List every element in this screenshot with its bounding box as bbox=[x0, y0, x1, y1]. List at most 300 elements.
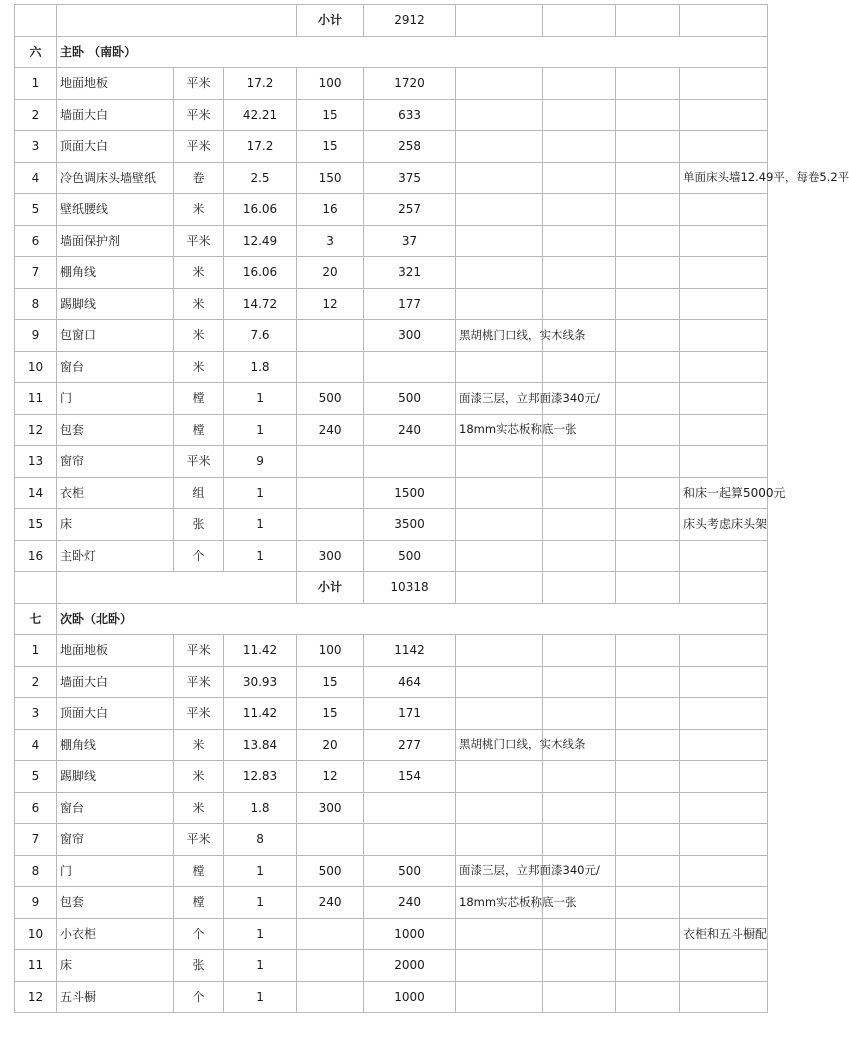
empty-cell[interactable] bbox=[616, 981, 680, 1013]
empty-cell[interactable] bbox=[543, 540, 616, 572]
material-note[interactable] bbox=[456, 824, 543, 856]
row-number[interactable]: 2 bbox=[15, 666, 57, 698]
empty-cell[interactable] bbox=[616, 383, 680, 415]
subtotal-value[interactable]: 10318 bbox=[364, 572, 456, 604]
row-number[interactable]: 5 bbox=[15, 194, 57, 226]
total[interactable]: 258 bbox=[364, 131, 456, 163]
unit-price[interactable]: 300 bbox=[297, 540, 364, 572]
unit-price[interactable] bbox=[297, 918, 364, 950]
unit-price[interactable]: 3 bbox=[297, 225, 364, 257]
remark[interactable]: 衣柜和五斗橱配 bbox=[680, 918, 768, 950]
quantity[interactable]: 9 bbox=[224, 446, 297, 478]
material-note[interactable] bbox=[456, 761, 543, 793]
empty-cell[interactable] bbox=[543, 509, 616, 541]
unit-price[interactable]: 15 bbox=[297, 666, 364, 698]
remark[interactable] bbox=[680, 351, 768, 383]
item-name[interactable]: 冷色调床头墙壁纸 bbox=[57, 162, 174, 194]
item-name[interactable]: 小衣柜 bbox=[57, 918, 174, 950]
row-number[interactable]: 14 bbox=[15, 477, 57, 509]
empty-cell[interactable] bbox=[543, 792, 616, 824]
unit[interactable]: 张 bbox=[174, 950, 224, 982]
total[interactable]: 1500 bbox=[364, 477, 456, 509]
empty-cell[interactable] bbox=[616, 477, 680, 509]
section-title[interactable]: 次卧（北卧） bbox=[57, 603, 768, 635]
quantity[interactable]: 16.06 bbox=[224, 257, 297, 289]
table-row bbox=[15, 320, 768, 352]
total[interactable]: 154 bbox=[364, 761, 456, 793]
material-note[interactable] bbox=[456, 351, 543, 383]
remark[interactable] bbox=[680, 887, 768, 919]
material-note[interactable] bbox=[456, 162, 543, 194]
unit[interactable]: 米 bbox=[174, 351, 224, 383]
unit[interactable]: 平米 bbox=[174, 225, 224, 257]
row-number[interactable]: 7 bbox=[15, 257, 57, 289]
empty-cell[interactable] bbox=[543, 162, 616, 194]
unit-price[interactable]: 300 bbox=[297, 792, 364, 824]
remark[interactable] bbox=[680, 320, 768, 352]
remark[interactable] bbox=[680, 761, 768, 793]
row-number[interactable]: 2 bbox=[15, 99, 57, 131]
unit-price[interactable]: 20 bbox=[297, 257, 364, 289]
subtotal-value[interactable]: 2912 bbox=[364, 5, 456, 37]
empty-cell[interactable] bbox=[543, 761, 616, 793]
empty-cell[interactable] bbox=[616, 414, 680, 446]
unit-price[interactable] bbox=[297, 351, 364, 383]
empty-cell[interactable] bbox=[543, 351, 616, 383]
material-note[interactable] bbox=[456, 383, 600, 415]
empty-cell[interactable] bbox=[616, 666, 680, 698]
unit-price[interactable] bbox=[297, 320, 364, 352]
subtotal-label[interactable]: 小计 bbox=[297, 5, 364, 37]
unit[interactable]: 米 bbox=[174, 729, 224, 761]
material-note[interactable] bbox=[456, 729, 586, 761]
material-note[interactable] bbox=[456, 509, 543, 541]
quantity[interactable]: 7.6 bbox=[224, 320, 297, 352]
item-name[interactable]: 地面地板 bbox=[57, 68, 174, 100]
total[interactable]: 500 bbox=[364, 540, 456, 572]
row-number[interactable]: 7 bbox=[15, 824, 57, 856]
empty-cell[interactable] bbox=[616, 194, 680, 226]
material-note[interactable] bbox=[456, 225, 543, 257]
empty-cell[interactable] bbox=[616, 162, 680, 194]
empty-cell[interactable] bbox=[543, 572, 616, 604]
unit[interactable]: 平米 bbox=[174, 99, 224, 131]
table-row bbox=[15, 257, 768, 289]
unit[interactable]: 个 bbox=[174, 918, 224, 950]
remark[interactable] bbox=[680, 383, 768, 415]
empty-cell[interactable] bbox=[616, 761, 680, 793]
empty-cell[interactable] bbox=[543, 288, 616, 320]
empty-cell[interactable] bbox=[57, 572, 297, 604]
quantity[interactable]: 12.49 bbox=[224, 225, 297, 257]
unit[interactable]: 平米 bbox=[174, 824, 224, 856]
empty-cell[interactable] bbox=[616, 509, 680, 541]
empty-cell[interactable] bbox=[616, 792, 680, 824]
unit-price[interactable] bbox=[297, 950, 364, 982]
unit-price[interactable]: 500 bbox=[297, 383, 364, 415]
remark[interactable] bbox=[680, 131, 768, 163]
empty-cell[interactable] bbox=[543, 131, 616, 163]
quantity[interactable]: 11.42 bbox=[224, 698, 297, 730]
quantity[interactable]: 1 bbox=[224, 477, 297, 509]
item-name[interactable]: 包套 bbox=[57, 414, 174, 446]
unit[interactable]: 个 bbox=[174, 981, 224, 1013]
empty-cell[interactable] bbox=[680, 5, 768, 37]
row-number[interactable]: 1 bbox=[15, 68, 57, 100]
empty-cell[interactable] bbox=[616, 540, 680, 572]
row-number[interactable]: 8 bbox=[15, 288, 57, 320]
empty-cell[interactable] bbox=[616, 698, 680, 730]
total[interactable]: 171 bbox=[364, 698, 456, 730]
budget-table bbox=[14, 4, 849, 1013]
table-row bbox=[15, 824, 768, 856]
item-name[interactable]: 窗帘 bbox=[57, 446, 174, 478]
empty-cell[interactable] bbox=[616, 950, 680, 982]
quantity[interactable]: 1.8 bbox=[224, 351, 297, 383]
quantity[interactable]: 17.2 bbox=[224, 131, 297, 163]
quantity[interactable]: 8 bbox=[224, 824, 297, 856]
total[interactable]: 1000 bbox=[364, 918, 456, 950]
quantity[interactable]: 1 bbox=[224, 950, 297, 982]
row-number[interactable]: 4 bbox=[15, 729, 57, 761]
remark[interactable] bbox=[680, 855, 768, 887]
unit[interactable]: 樘 bbox=[174, 414, 224, 446]
item-name[interactable]: 五斗橱 bbox=[57, 981, 174, 1013]
total[interactable]: 375 bbox=[364, 162, 456, 194]
material-note[interactable] bbox=[456, 855, 600, 887]
total[interactable]: 500 bbox=[364, 855, 456, 887]
item-name[interactable]: 墙面大白 bbox=[57, 666, 174, 698]
empty-cell[interactable] bbox=[543, 68, 616, 100]
total[interactable]: 300 bbox=[364, 320, 456, 352]
total[interactable]: 1142 bbox=[364, 635, 456, 667]
empty-cell[interactable] bbox=[616, 572, 680, 604]
total[interactable]: 500 bbox=[364, 383, 456, 415]
material-note[interactable] bbox=[456, 414, 577, 446]
unit[interactable]: 卷 bbox=[174, 162, 224, 194]
material-note[interactable] bbox=[456, 887, 577, 919]
remark[interactable]: 和床一起算5000元 bbox=[680, 477, 768, 509]
remark[interactable] bbox=[680, 257, 768, 289]
row-number[interactable]: 10 bbox=[15, 918, 57, 950]
row-number[interactable]: 6 bbox=[15, 225, 57, 257]
remark[interactable] bbox=[680, 824, 768, 856]
empty-cell[interactable] bbox=[616, 887, 680, 919]
unit[interactable]: 平米 bbox=[174, 68, 224, 100]
remark[interactable] bbox=[680, 414, 768, 446]
material-note[interactable] bbox=[456, 792, 543, 824]
empty-cell[interactable] bbox=[616, 99, 680, 131]
unit-price[interactable]: 15 bbox=[297, 99, 364, 131]
total[interactable]: 37 bbox=[364, 225, 456, 257]
item-name[interactable]: 踢脚线 bbox=[57, 288, 174, 320]
row-number[interactable]: 15 bbox=[15, 509, 57, 541]
remark[interactable] bbox=[680, 792, 768, 824]
row-number[interactable]: 9 bbox=[15, 887, 57, 919]
unit-price[interactable]: 100 bbox=[297, 68, 364, 100]
section-title[interactable]: 主卧 （南卧） bbox=[57, 36, 768, 68]
quantity[interactable]: 1 bbox=[224, 887, 297, 919]
remark[interactable] bbox=[680, 981, 768, 1013]
material-note[interactable] bbox=[456, 698, 543, 730]
material-note[interactable] bbox=[456, 950, 543, 982]
quantity[interactable]: 1 bbox=[224, 918, 297, 950]
total[interactable]: 277 bbox=[364, 729, 456, 761]
unit[interactable]: 米 bbox=[174, 320, 224, 352]
unit-price[interactable] bbox=[297, 981, 364, 1013]
unit-price[interactable] bbox=[297, 824, 364, 856]
empty-cell[interactable] bbox=[616, 635, 680, 667]
item-name[interactable]: 壁纸腰线 bbox=[57, 194, 174, 226]
empty-cell[interactable] bbox=[616, 257, 680, 289]
empty-cell[interactable] bbox=[616, 320, 680, 352]
empty-cell[interactable] bbox=[616, 918, 680, 950]
empty-cell[interactable] bbox=[616, 288, 680, 320]
unit-price[interactable]: 240 bbox=[297, 887, 364, 919]
empty-cell[interactable] bbox=[543, 194, 616, 226]
quantity[interactable]: 1 bbox=[224, 414, 297, 446]
quantity[interactable]: 13.84 bbox=[224, 729, 297, 761]
total[interactable]: 257 bbox=[364, 194, 456, 226]
unit[interactable]: 平米 bbox=[174, 698, 224, 730]
item-name[interactable]: 包窗口 bbox=[57, 320, 174, 352]
total[interactable]: 321 bbox=[364, 257, 456, 289]
unit-price[interactable] bbox=[297, 446, 364, 478]
row-number[interactable]: 5 bbox=[15, 761, 57, 793]
empty-cell[interactable] bbox=[616, 131, 680, 163]
item-name[interactable]: 地面地板 bbox=[57, 635, 174, 667]
remark[interactable]: 床头考虑床头架 bbox=[680, 509, 768, 541]
item-name[interactable]: 窗台 bbox=[57, 792, 174, 824]
row-number[interactable]: 12 bbox=[15, 981, 57, 1013]
remark[interactable] bbox=[680, 698, 768, 730]
item-name[interactable]: 门 bbox=[57, 855, 174, 887]
unit-price[interactable]: 150 bbox=[297, 162, 364, 194]
item-name[interactable]: 墙面保护剂 bbox=[57, 225, 174, 257]
total[interactable]: 2000 bbox=[364, 950, 456, 982]
total[interactable]: 464 bbox=[364, 666, 456, 698]
unit[interactable]: 张 bbox=[174, 509, 224, 541]
total[interactable] bbox=[364, 792, 456, 824]
unit-price[interactable]: 15 bbox=[297, 131, 364, 163]
empty-cell[interactable] bbox=[680, 572, 768, 604]
empty-cell[interactable] bbox=[543, 824, 616, 856]
total[interactable] bbox=[364, 351, 456, 383]
unit-price[interactable]: 500 bbox=[297, 855, 364, 887]
item-name[interactable]: 窗台 bbox=[57, 351, 174, 383]
quantity[interactable]: 14.72 bbox=[224, 288, 297, 320]
unit[interactable]: 平米 bbox=[174, 666, 224, 698]
item-name[interactable]: 顶面大白 bbox=[57, 131, 174, 163]
item-name[interactable]: 窗帘 bbox=[57, 824, 174, 856]
section-header-row bbox=[15, 603, 768, 635]
material-note[interactable] bbox=[456, 540, 543, 572]
row-number[interactable]: 12 bbox=[15, 414, 57, 446]
empty-cell[interactable] bbox=[543, 477, 616, 509]
quantity[interactable]: 1 bbox=[224, 383, 297, 415]
total[interactable]: 3500 bbox=[364, 509, 456, 541]
empty-cell[interactable] bbox=[543, 257, 616, 289]
unit-price[interactable]: 12 bbox=[297, 761, 364, 793]
row-number[interactable]: 8 bbox=[15, 855, 57, 887]
total[interactable] bbox=[364, 446, 456, 478]
unit[interactable]: 平米 bbox=[174, 446, 224, 478]
unit-price[interactable]: 240 bbox=[297, 414, 364, 446]
empty-cell[interactable] bbox=[616, 225, 680, 257]
total[interactable]: 240 bbox=[364, 414, 456, 446]
item-name[interactable]: 主卧灯 bbox=[57, 540, 174, 572]
unit-price[interactable] bbox=[297, 477, 364, 509]
remark[interactable] bbox=[680, 666, 768, 698]
empty-cell[interactable] bbox=[15, 5, 57, 37]
unit[interactable]: 米 bbox=[174, 194, 224, 226]
remark[interactable] bbox=[680, 68, 768, 100]
material-note[interactable] bbox=[456, 666, 543, 698]
quantity[interactable]: 1.8 bbox=[224, 792, 297, 824]
unit[interactable]: 樘 bbox=[174, 887, 224, 919]
remark[interactable] bbox=[680, 162, 849, 194]
quantity[interactable]: 1 bbox=[224, 509, 297, 541]
unit-price[interactable] bbox=[297, 509, 364, 541]
empty-cell[interactable] bbox=[15, 572, 57, 604]
unit[interactable]: 樘 bbox=[174, 855, 224, 887]
row-number[interactable]: 16 bbox=[15, 540, 57, 572]
material-note[interactable] bbox=[456, 257, 543, 289]
quantity[interactable]: 30.93 bbox=[224, 666, 297, 698]
item-name[interactable]: 门 bbox=[57, 383, 174, 415]
empty-cell[interactable] bbox=[543, 666, 616, 698]
unit-price[interactable]: 12 bbox=[297, 288, 364, 320]
material-note[interactable] bbox=[456, 635, 543, 667]
item-name[interactable]: 踢脚线 bbox=[57, 761, 174, 793]
unit[interactable]: 米 bbox=[174, 761, 224, 793]
empty-cell[interactable] bbox=[543, 99, 616, 131]
remark[interactable] bbox=[680, 950, 768, 982]
remark[interactable] bbox=[680, 288, 768, 320]
empty-cell[interactable] bbox=[616, 729, 680, 761]
empty-cell[interactable] bbox=[543, 446, 616, 478]
empty-cell[interactable] bbox=[616, 824, 680, 856]
empty-cell[interactable] bbox=[543, 635, 616, 667]
row-number[interactable]: 3 bbox=[15, 698, 57, 730]
quantity[interactable]: 2.5 bbox=[224, 162, 297, 194]
row-number[interactable]: 11 bbox=[15, 383, 57, 415]
remark[interactable] bbox=[680, 635, 768, 667]
quantity[interactable]: 11.42 bbox=[224, 635, 297, 667]
quantity[interactable]: 42.21 bbox=[224, 99, 297, 131]
remark[interactable] bbox=[680, 99, 768, 131]
unit[interactable]: 个 bbox=[174, 540, 224, 572]
empty-cell[interactable] bbox=[616, 68, 680, 100]
total[interactable]: 177 bbox=[364, 288, 456, 320]
row-number[interactable]: 4 bbox=[15, 162, 57, 194]
remark[interactable] bbox=[680, 540, 768, 572]
unit-price[interactable]: 100 bbox=[297, 635, 364, 667]
item-name[interactable]: 棚角线 bbox=[57, 257, 174, 289]
row-number[interactable]: 1 bbox=[15, 635, 57, 667]
remark[interactable] bbox=[680, 225, 768, 257]
row-number[interactable]: 6 bbox=[15, 792, 57, 824]
row-number[interactable]: 3 bbox=[15, 131, 57, 163]
item-name[interactable]: 床 bbox=[57, 950, 174, 982]
unit[interactable]: 樘 bbox=[174, 383, 224, 415]
unit-price[interactable]: 15 bbox=[297, 698, 364, 730]
empty-cell[interactable] bbox=[543, 225, 616, 257]
material-note[interactable] bbox=[456, 131, 543, 163]
quantity[interactable]: 1 bbox=[224, 540, 297, 572]
quantity[interactable]: 1 bbox=[224, 855, 297, 887]
total[interactable]: 240 bbox=[364, 887, 456, 919]
empty-cell[interactable] bbox=[543, 918, 616, 950]
total[interactable]: 1720 bbox=[364, 68, 456, 100]
quantity[interactable]: 12.83 bbox=[224, 761, 297, 793]
material-note[interactable] bbox=[456, 477, 543, 509]
unit[interactable]: 平米 bbox=[174, 131, 224, 163]
unit[interactable]: 组 bbox=[174, 477, 224, 509]
material-note[interactable] bbox=[456, 446, 543, 478]
empty-cell[interactable] bbox=[616, 855, 680, 887]
item-name[interactable]: 顶面大白 bbox=[57, 698, 174, 730]
row-number[interactable]: 11 bbox=[15, 950, 57, 982]
item-name[interactable]: 包套 bbox=[57, 887, 174, 919]
total[interactable]: 1000 bbox=[364, 981, 456, 1013]
unit[interactable]: 米 bbox=[174, 257, 224, 289]
empty-cell[interactable] bbox=[543, 981, 616, 1013]
empty-cell[interactable] bbox=[543, 698, 616, 730]
empty-cell[interactable] bbox=[57, 5, 297, 37]
material-note[interactable] bbox=[456, 320, 586, 352]
empty-cell[interactable] bbox=[543, 5, 616, 37]
material-note[interactable] bbox=[456, 918, 543, 950]
empty-cell[interactable] bbox=[456, 5, 543, 37]
empty-cell[interactable] bbox=[616, 5, 680, 37]
unit[interactable]: 米 bbox=[174, 288, 224, 320]
section-number[interactable]: 七 bbox=[15, 603, 57, 635]
remark[interactable] bbox=[680, 194, 768, 226]
empty-cell[interactable] bbox=[616, 351, 680, 383]
material-note[interactable] bbox=[456, 68, 543, 100]
unit-price[interactable]: 16 bbox=[297, 194, 364, 226]
remark[interactable] bbox=[680, 446, 768, 478]
item-name[interactable]: 床 bbox=[57, 509, 174, 541]
unit[interactable]: 平米 bbox=[174, 635, 224, 667]
unit-price[interactable]: 20 bbox=[297, 729, 364, 761]
material-note[interactable] bbox=[456, 194, 543, 226]
total[interactable] bbox=[364, 824, 456, 856]
quantity[interactable]: 16.06 bbox=[224, 194, 297, 226]
material-note[interactable] bbox=[456, 99, 543, 131]
empty-cell[interactable] bbox=[456, 572, 543, 604]
quantity[interactable]: 17.2 bbox=[224, 68, 297, 100]
row-number[interactable]: 13 bbox=[15, 446, 57, 478]
material-note[interactable] bbox=[456, 288, 543, 320]
row-number[interactable]: 10 bbox=[15, 351, 57, 383]
empty-cell[interactable] bbox=[616, 446, 680, 478]
item-name[interactable]: 墙面大白 bbox=[57, 99, 174, 131]
quantity[interactable]: 1 bbox=[224, 981, 297, 1013]
subtotal-label[interactable]: 小计 bbox=[297, 572, 364, 604]
item-name[interactable]: 棚角线 bbox=[57, 729, 174, 761]
remark[interactable] bbox=[680, 729, 768, 761]
material-note[interactable] bbox=[456, 981, 543, 1013]
item-name[interactable]: 衣柜 bbox=[57, 477, 174, 509]
table-row bbox=[15, 351, 768, 383]
total[interactable]: 633 bbox=[364, 99, 456, 131]
unit[interactable]: 米 bbox=[174, 792, 224, 824]
empty-cell[interactable] bbox=[543, 950, 616, 982]
section-number[interactable]: 六 bbox=[15, 36, 57, 68]
row-number[interactable]: 9 bbox=[15, 320, 57, 352]
